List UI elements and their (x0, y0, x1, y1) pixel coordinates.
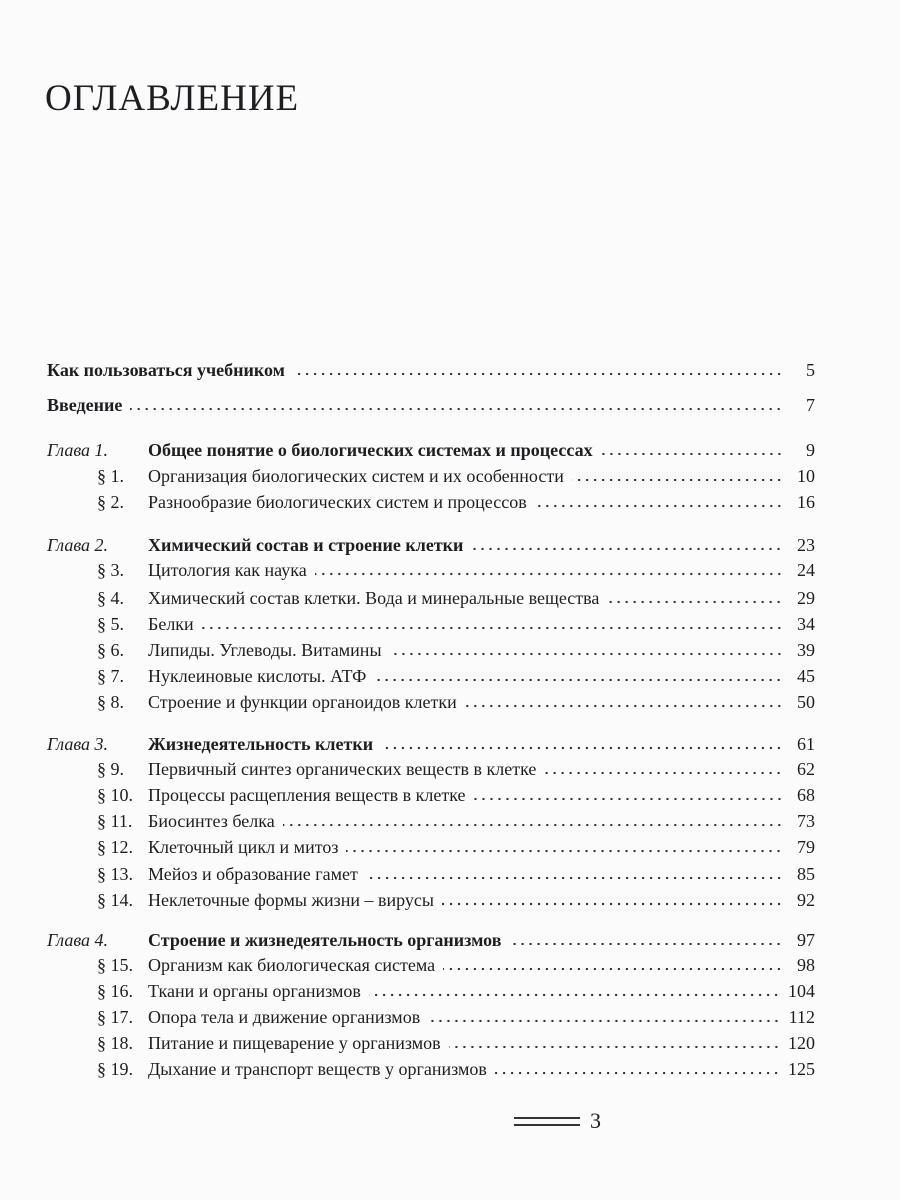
entry-page-number: 24 (797, 560, 815, 580)
entry-page-number: 97 (797, 930, 815, 950)
section-number: § 14. (97, 890, 133, 910)
chapter-label: Глава 3. (47, 734, 109, 754)
section-number: § 13. (97, 864, 133, 884)
section-number: § 3. (97, 560, 124, 580)
section-number: § 16. (97, 981, 133, 1001)
entry-title: Мейоз и образование гамет (148, 864, 358, 884)
entry-page-number: 85 (797, 864, 815, 884)
section-number: § 15. (97, 955, 133, 975)
toc-entry-section (47, 466, 815, 490)
section-number: § 11. (97, 811, 133, 831)
toc-entry-section (47, 981, 815, 1005)
entry-page-number: 98 (797, 955, 815, 975)
toc-entry-section (47, 955, 815, 979)
toc-entry-section (47, 560, 815, 584)
dot-leader (601, 452, 783, 456)
dot-leader (428, 1019, 780, 1023)
section-number: § 5. (97, 614, 124, 634)
double-rule-decoration (514, 1117, 580, 1126)
dot-leader (381, 746, 783, 750)
entry-title: Липиды. Углеводы. Витамины (148, 640, 382, 660)
page-footer (514, 1108, 601, 1134)
dot-leader (443, 967, 783, 971)
entry-title: Биосинтез белка (148, 811, 275, 831)
dot-leader (366, 876, 783, 880)
entry-page-number: 29 (797, 588, 815, 608)
dot-leader (293, 372, 783, 376)
entry-title: Химический состав клетки. Вода и минеральные вещества (148, 588, 600, 608)
toc-entry-section (47, 588, 815, 612)
entry-title: Процессы расщепления веществ в клетке (148, 785, 466, 805)
dot-leader (374, 678, 783, 682)
dot-leader (509, 942, 783, 946)
toc-entry-section (47, 811, 815, 835)
toc-entry-section (47, 890, 815, 914)
dot-leader (471, 547, 783, 551)
entry-title: Строение и жизнедеятельность организмов (148, 930, 502, 950)
toc-entry-chapter (47, 440, 815, 464)
toc-entry-front (47, 360, 815, 384)
entry-title: Опора тела и движение организмов (148, 1007, 421, 1027)
entry-page-number: 73 (797, 811, 815, 831)
dot-leader (465, 704, 783, 708)
entry-page-number: 9 (806, 440, 815, 460)
entry-title: Организация биологических систем и их особенности (148, 466, 564, 486)
chapter-label: Глава 4. (47, 930, 109, 950)
dot-leader (495, 1071, 780, 1075)
entry-title: Как пользоваться учебником (47, 360, 285, 380)
entry-page-number: 104 (788, 981, 815, 1001)
toc-entry-section (47, 785, 815, 809)
section-number: § 18. (97, 1033, 133, 1053)
section-number: § 1. (97, 466, 124, 486)
toc-entry-section (47, 614, 815, 638)
toc-entry-section (47, 666, 815, 690)
dot-leader (474, 797, 783, 801)
dot-leader (607, 600, 783, 604)
toc-entry-section (47, 640, 815, 664)
entry-page-number: 120 (788, 1033, 815, 1053)
toc-entry-section (47, 759, 815, 783)
toc-entry-chapter (47, 734, 815, 758)
section-number: § 9. (97, 759, 124, 779)
toc-entry-section (47, 837, 815, 861)
entry-page-number: 50 (797, 692, 815, 712)
entry-title: Дыхание и транспорт веществ у организмов (148, 1059, 487, 1079)
entry-title: Нуклеиновые кислоты. АТФ (148, 666, 367, 686)
toc-entry-section (47, 1033, 815, 1057)
entry-page-number: 16 (797, 492, 815, 512)
entry-title: Химический состав и строение клетки (148, 535, 464, 555)
entry-title: Белки (148, 614, 194, 634)
entry-page-number: 5 (806, 360, 815, 380)
entry-title: Введение (47, 395, 123, 415)
dot-leader (202, 626, 783, 630)
section-number: § 7. (97, 666, 124, 686)
entry-page-number: 61 (797, 734, 815, 754)
chapter-label: Глава 2. (47, 535, 109, 555)
dot-leader (442, 902, 783, 906)
section-number: § 12. (97, 837, 133, 857)
toc-entry-chapter (47, 930, 815, 954)
section-number: § 17. (97, 1007, 133, 1027)
toc-entry-section (47, 864, 815, 888)
dot-leader (544, 771, 783, 775)
entry-title: Разнообразие биологических систем и процессов (148, 492, 527, 512)
dot-leader (315, 572, 783, 576)
entry-page-number: 112 (788, 1007, 815, 1027)
toc-entry-front (47, 395, 815, 419)
entry-title: Неклеточные формы жизни – вирусы (148, 890, 434, 910)
toc-entry-chapter (47, 535, 815, 559)
entry-page-number: 10 (797, 466, 815, 486)
entry-page-number: 125 (788, 1059, 815, 1079)
section-number: § 6. (97, 640, 124, 660)
entry-page-number: 34 (797, 614, 815, 634)
entry-title: Общее понятие о биологических системах и процессах (148, 440, 593, 460)
toc-entry-section (47, 1059, 815, 1083)
entry-page-number: 39 (797, 640, 815, 660)
dot-leader (572, 478, 783, 482)
section-number: § 2. (97, 492, 124, 512)
dot-leader (535, 504, 783, 508)
toc-entry-section (47, 492, 815, 516)
entry-page-number: 23 (797, 535, 815, 555)
entry-page-number: 79 (797, 837, 815, 857)
page-number: 3 (590, 1108, 601, 1133)
dot-leader (390, 652, 783, 656)
entry-page-number: 62 (797, 759, 815, 779)
section-number: § 4. (97, 588, 124, 608)
section-number: § 8. (97, 692, 124, 712)
dot-leader (449, 1045, 780, 1049)
toc-entry-section (47, 692, 815, 716)
entry-title: Клеточный цикл и митоз (148, 837, 339, 857)
section-number: § 10. (97, 785, 133, 805)
dot-leader (130, 407, 783, 411)
entry-title: Первичный синтез органических веществ в клетке (148, 759, 537, 779)
entry-title: Строение и функции органоидов клетки (148, 692, 457, 712)
dot-leader (369, 993, 780, 997)
entry-title: Ткани и органы организмов (148, 981, 361, 1001)
entry-page-number: 7 (806, 395, 815, 415)
page-title: ОГЛАВЛЕНИЕ (45, 77, 300, 119)
entry-page-number: 68 (797, 785, 815, 805)
dot-leader (283, 823, 783, 827)
section-number: § 19. (97, 1059, 133, 1079)
entry-title: Питание и пищеварение у организмов (148, 1033, 441, 1053)
entry-title: Жизнедеятельность клетки (148, 734, 374, 754)
entry-title: Организм как биологическая система (148, 955, 436, 975)
dot-leader (346, 849, 783, 853)
entry-title: Цитология как наука (148, 560, 307, 580)
toc-entry-section (47, 1007, 815, 1031)
entry-page-number: 45 (797, 666, 815, 686)
entry-page-number: 92 (797, 890, 815, 910)
chapter-label: Глава 1. (47, 440, 109, 460)
